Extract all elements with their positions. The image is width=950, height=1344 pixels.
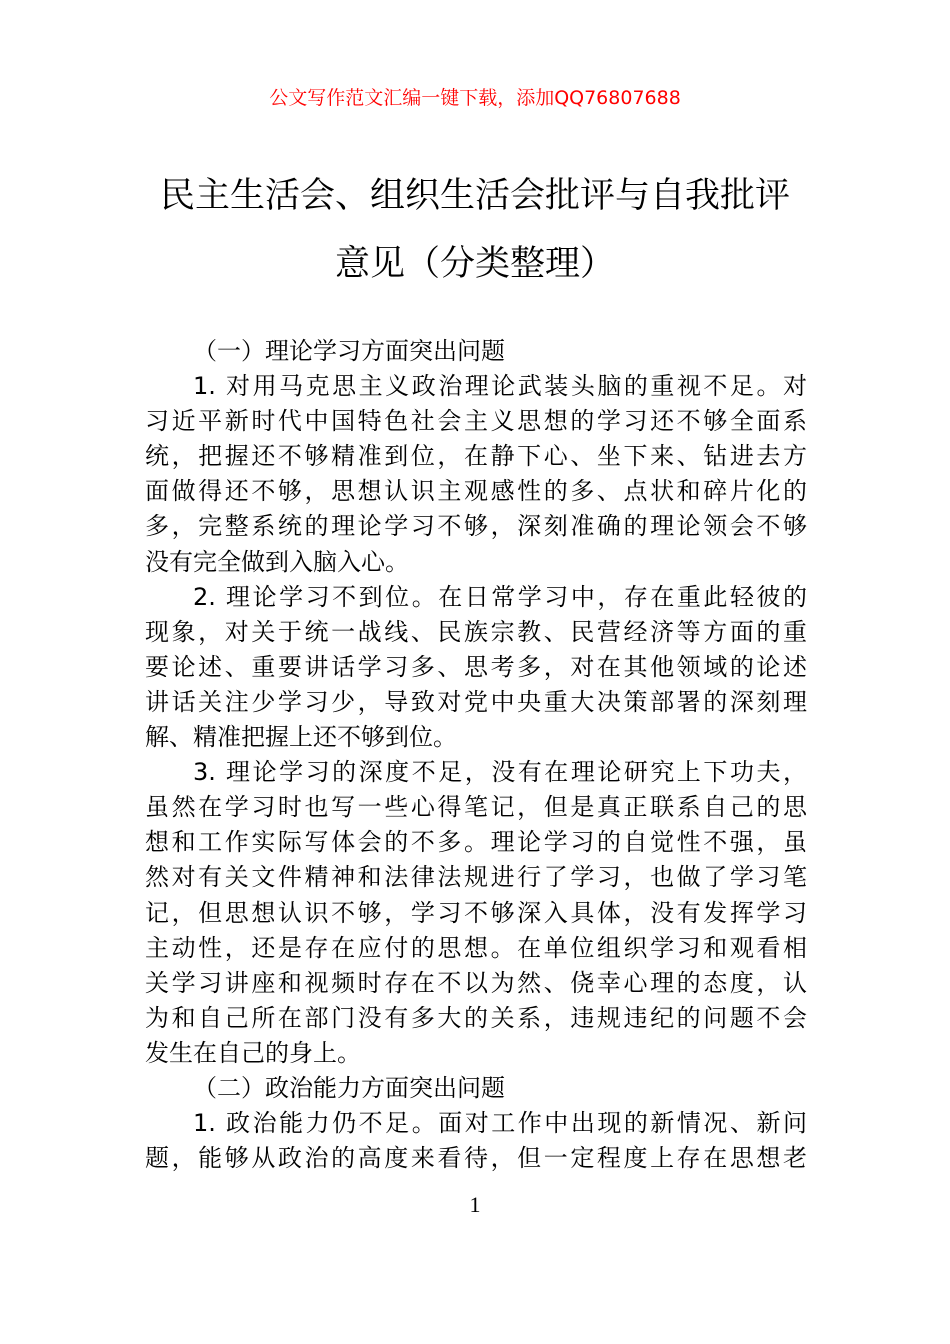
header-download-note: 公文写作范文汇编一键下载，添加QQ76807688 [269,87,681,109]
section-heading: （一）理论学习方面突出问题 [193,337,505,365]
paragraph-line: 现象，对关于统一战线、民族宗教、民营经济等方面的重 [145,617,807,646]
paragraph-line: 面做得还不够，思想认识主观感性的多、点状和碎片化的 [145,477,807,506]
paragraph-line: 发生在自己的身上。 [145,1038,361,1067]
document-body [145,334,807,1176]
paragraph-line: 解、精准把握上还不够到位。 [145,723,457,752]
paragraph-line: 讲话关注少学习少，导致对党中央重大决策部署的深刻理 [145,687,807,716]
paragraph-line: 没有完全做到入脑入心。 [145,547,409,576]
paragraph-line: 1. 政治能力仍不足。面对工作中出现的新情况、新问 [193,1109,807,1138]
paragraph-line: 虽然在学习时也写一些心得笔记，但是真正联系自己的思 [145,793,807,822]
paragraph-line: 习近平新时代中国特色社会主义思想的学习还不够全面系 [145,407,807,436]
paragraph-line: 统，把握还不够精准到位，在静下心、坐下来、钻进去方 [145,442,807,471]
paragraph-line: 2. 理论学习不到位。在日常学习中，存在重此轻彼的 [193,582,807,611]
paragraph-line: 要论述、重要讲话学习多、思考多，对在其他领域的论述 [145,652,807,681]
section-heading: （二）政治能力方面突出问题 [193,1073,505,1102]
paragraph-line: 1. 对用马克思主义政治理论武装头脑的重视不足。对 [193,372,807,401]
paragraph-line: 题，能够从政治的高度来看待，但一定程度上存在思想老 [145,1144,807,1173]
paragraph-line: 记，但思想认识不够，学习不够深入具体，没有发挥学习 [145,898,807,927]
page-number: 1 [469,1192,481,1217]
paragraph-line: 想和工作实际写体会的不多。理论学习的自觉性不强，虽 [145,828,807,857]
paragraph-line: 多，完整系统的理论学习不够，深刻准确的理论领会不够 [145,512,807,541]
document-title-line-2: 意见（分类整理） [334,244,615,284]
paragraph-line: 为和自己所在部门没有多大的关系，违规违纪的问题不会 [145,1003,807,1032]
paragraph-line: 3. 理论学习的深度不足，没有在理论研究上下功夫， [193,758,807,787]
paragraph-line: 然对有关文件精神和法律法规进行了学习，也做了学习笔 [145,863,807,892]
paragraph-line: 关学习讲座和视频时存在不以为然、侥幸心理的态度，认 [145,968,807,997]
document-title-line-1: 民主生活会、组织生活会批评与自我批评 [159,176,790,216]
paragraph-line: 主动性，还是存在应付的思想。在单位组织学习和观看相 [145,933,807,962]
